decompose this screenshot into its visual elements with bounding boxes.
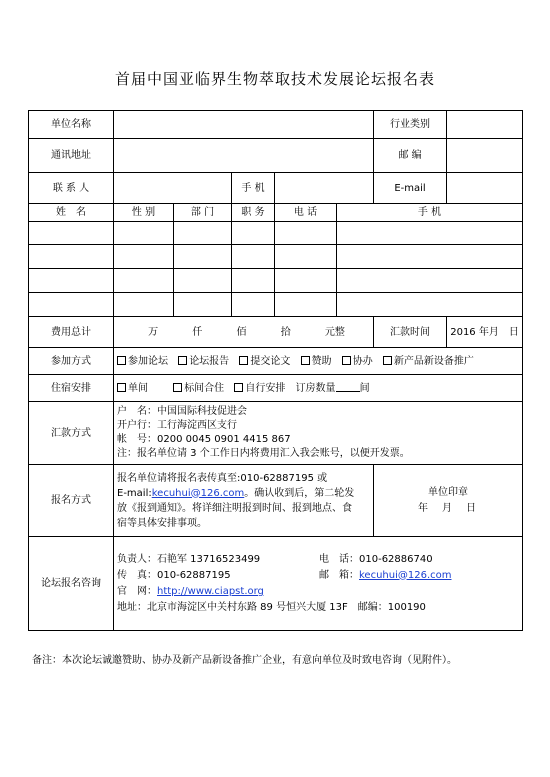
fee-label: 费用总计 — [29, 317, 114, 348]
attendee-row — [29, 293, 523, 317]
attendee-gender-cell[interactable] — [114, 269, 174, 293]
checkbox-icon[interactable] — [234, 383, 243, 392]
remittance-details — [114, 402, 523, 465]
address-label: 通讯地址 — [29, 139, 114, 173]
lodging-row — [29, 375, 523, 402]
attendee-position-cell[interactable] — [232, 245, 275, 269]
attendee-row — [29, 269, 523, 293]
unit-name-field[interactable] — [114, 111, 374, 139]
attendee-dept-cell[interactable] — [174, 269, 232, 293]
contact-mobile-field[interactable] — [275, 173, 374, 204]
rooms-count-unit: 间 — [359, 382, 370, 394]
col-header-dept: 部 门 — [174, 204, 232, 222]
rooms-count-field[interactable] — [336, 382, 360, 392]
fee-unit-bai: 佰 — [236, 326, 247, 338]
registration-email-link[interactable]: kecuhui@126.com — [151, 487, 245, 499]
remittance-note: 注：报名单位请 3 个工作日内将费用汇入我会账号，以便开发票。 — [117, 448, 410, 459]
attendee-gender-cell[interactable] — [114, 222, 174, 245]
fee-unit-qian: 仟 — [192, 326, 203, 338]
form-title: 首届中国亚临界生物萃取技术发展论坛报名表 — [114, 70, 435, 88]
industry-field[interactable] — [447, 111, 523, 139]
col-header-phone: 电 话 — [275, 204, 337, 222]
attendee-phone-cell[interactable] — [275, 245, 337, 269]
registration-notice-line: 放《报到通知》。将详细注明报到时间、报到地点、食 — [117, 502, 352, 514]
registration-form — [28, 110, 523, 631]
lodging-label: 住宿安排 — [29, 375, 114, 402]
col-header-mobile: 手 机 — [337, 204, 523, 222]
unit-row — [29, 111, 523, 139]
postcode-field[interactable] — [447, 139, 523, 173]
attendee-mobile-cell[interactable] — [337, 269, 523, 293]
consult-contact-person: 负责人：石艳军 13716523499 — [117, 553, 261, 565]
attendee-gender-cell[interactable] — [114, 293, 174, 317]
attendee-name-cell[interactable] — [29, 222, 114, 245]
account-number: 帐 号：0200 0045 0901 4415 867 — [117, 434, 291, 445]
col-header-name: 姓 名 — [29, 204, 114, 222]
attendee-phone-cell[interactable] — [275, 222, 337, 245]
consult-fax: 传 真：010-62887195 — [117, 569, 231, 581]
attendee-position-cell[interactable] — [232, 293, 275, 317]
registration-arrangement-line: 宿等具体安排事项。 — [117, 517, 207, 529]
consult-phone: 电 话：010-62886740 — [319, 553, 433, 565]
option-sponsor[interactable]: 赞助 — [301, 356, 332, 367]
lodging-options — [114, 375, 523, 402]
attendee-position-cell[interactable] — [232, 222, 275, 245]
rooms-count-label: 订房数量 — [295, 382, 336, 394]
attendee-phone-cell[interactable] — [275, 293, 337, 317]
contact-label: 联 系 人 — [29, 173, 114, 204]
attendee-name-cell[interactable] — [29, 269, 114, 293]
checkbox-icon[interactable] — [178, 356, 187, 365]
attendee-gender-cell[interactable] — [114, 245, 174, 269]
stamp-box[interactable] — [374, 465, 523, 537]
fee-unit-wan: 万 — [148, 326, 159, 338]
consult-row — [29, 537, 523, 631]
consult-details — [114, 537, 523, 631]
attendee-row — [29, 222, 523, 245]
option-shared-room[interactable]: 标间合住 — [173, 383, 224, 394]
registration-label: 报名方式 — [29, 465, 114, 537]
option-product-promotion[interactable]: 新产品新设备推广 — [383, 356, 474, 367]
unit-name-label: 单位名称 — [29, 111, 114, 139]
option-single-room[interactable]: 单间 — [117, 383, 148, 394]
col-header-gender: 性 别 — [114, 204, 174, 222]
fee-row — [29, 317, 523, 348]
registration-email-line: E-mail:kecuhui@126.com。确认收到后，第二轮发 — [117, 487, 355, 499]
contact-field[interactable] — [114, 173, 232, 204]
attendee-name-cell[interactable] — [29, 245, 114, 269]
consult-website-link[interactable]: http://www.ciapst.org — [157, 585, 264, 597]
participation-options — [114, 348, 523, 375]
postcode-label: 邮 编 — [374, 139, 447, 173]
attendee-dept-cell[interactable] — [174, 293, 232, 317]
consult-label: 论坛报名咨询 — [29, 537, 114, 631]
remittance-label: 汇款方式 — [29, 402, 114, 465]
email-label: E-mail — [374, 173, 447, 204]
stamp-label: 单位印章 — [428, 486, 469, 498]
address-row — [29, 139, 523, 173]
remit-time-field[interactable]: 2016 年月 日 — [447, 317, 523, 348]
remit-time-label: 汇款时间 — [374, 317, 447, 348]
fee-unit-shi: 拾 — [280, 326, 291, 338]
registration-row — [29, 465, 523, 537]
attendee-position-cell[interactable] — [232, 269, 275, 293]
account-name: 户 名：中国国际科技促进会 — [117, 406, 247, 417]
attendee-mobile-cell[interactable] — [337, 222, 523, 245]
attendee-name-cell[interactable] — [29, 293, 114, 317]
contact-mobile-label: 手 机 — [232, 173, 275, 204]
checkbox-icon[interactable] — [383, 356, 392, 365]
remittance-row — [29, 402, 523, 465]
attendee-header-row — [29, 204, 523, 222]
checkbox-icon[interactable] — [301, 356, 310, 365]
option-submit-paper[interactable]: 提交论文 — [239, 356, 290, 367]
checkbox-icon[interactable] — [117, 383, 126, 392]
consult-website-line: 官 网：http://www.ciapst.org — [117, 585, 264, 597]
registration-details — [114, 465, 374, 537]
attendee-mobile-cell[interactable] — [337, 293, 523, 317]
consult-address: 地址：北京市海淀区中关村东路 89 号恒兴大厦 13F 邮编：100190 — [117, 601, 426, 613]
attendee-dept-cell[interactable] — [174, 245, 232, 269]
checkbox-icon[interactable] — [342, 356, 351, 365]
checkbox-icon[interactable] — [117, 356, 126, 365]
stamp-date: 年 月 日 — [418, 502, 479, 514]
option-co-organize[interactable]: 协办 — [342, 356, 373, 367]
attendee-row — [29, 245, 523, 269]
attendee-dept-cell[interactable] — [174, 222, 232, 245]
participation-label: 参加方式 — [29, 348, 114, 375]
industry-label: 行业类别 — [374, 111, 447, 139]
option-forum-report[interactable]: 论坛报告 — [178, 356, 229, 367]
consult-email-line: 邮 箱：kecuhui@126.com — [319, 569, 452, 581]
footnote: 备注：本次论坛诚邀赞助、协办及新产品新设备推广企业，有意向单位及时致电咨询（见附件）。 — [32, 655, 457, 666]
fee-amount-field[interactable] — [114, 317, 374, 348]
registration-fax-line: 报名单位请将报名表传真至:010-62887195 或 — [117, 472, 328, 484]
attendee-mobile-cell[interactable] — [337, 245, 523, 269]
fee-unit-yuan: 元整 — [324, 326, 345, 338]
contact-row — [29, 173, 523, 204]
participation-row — [29, 348, 523, 375]
col-header-position: 职 务 — [232, 204, 275, 222]
bank-name: 开户行：工行海淀西区支行 — [117, 420, 237, 431]
address-field[interactable] — [114, 139, 374, 173]
checkbox-icon[interactable] — [173, 383, 182, 392]
option-self-arrange[interactable]: 自行安排 — [234, 383, 285, 394]
email-field[interactable] — [447, 173, 523, 204]
attendee-phone-cell[interactable] — [275, 269, 337, 293]
checkbox-icon[interactable] — [239, 356, 248, 365]
consult-email-link[interactable]: kecuhui@126.com — [359, 569, 452, 581]
option-attend-forum[interactable]: 参加论坛 — [117, 356, 168, 367]
